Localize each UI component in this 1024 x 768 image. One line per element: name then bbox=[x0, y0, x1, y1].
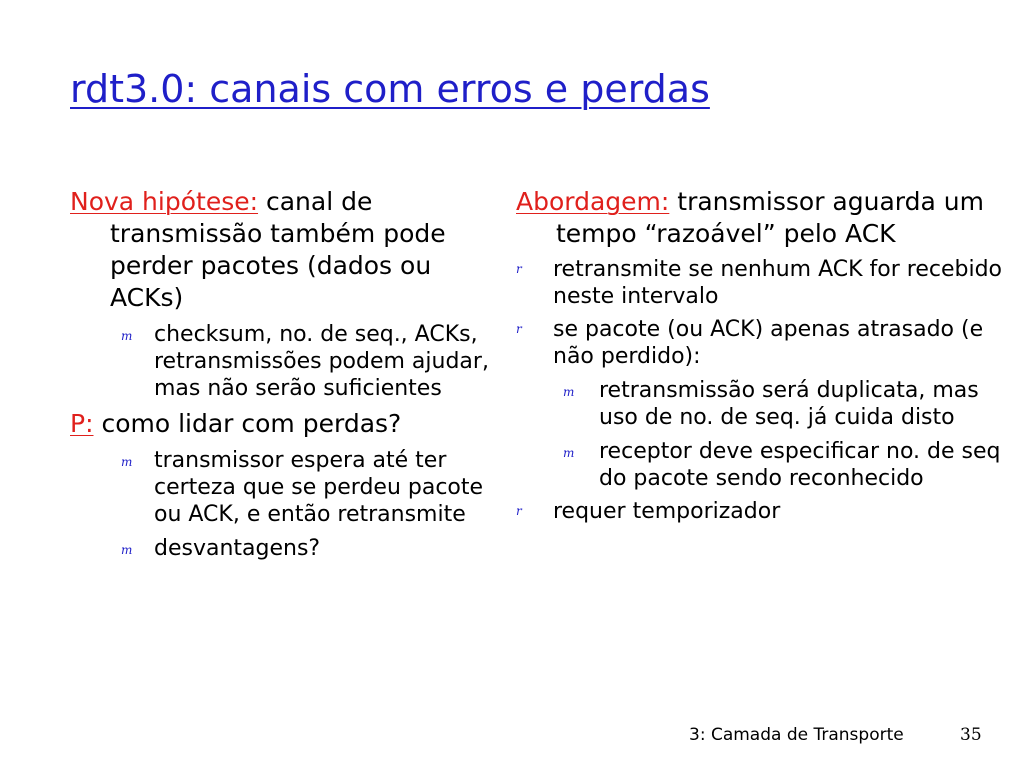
list-item-text: se pacote (ou ACK) apenas atrasado (e não perdido): bbox=[553, 317, 984, 369]
footer-text: 3: Camada de Transporte bbox=[689, 725, 904, 745]
list-item bbox=[563, 377, 1006, 431]
bullet-icon: r bbox=[516, 322, 522, 336]
bullet-icon: r bbox=[516, 262, 522, 276]
list-item-text: retransmissão será duplicata, mas uso de no. de seq. já cuida disto bbox=[599, 378, 979, 430]
bullet-icon: m bbox=[121, 455, 133, 469]
right-column bbox=[516, 186, 1006, 525]
list-item-text: receptor deve especificar no. de seq do pacote sendo reconhecido bbox=[599, 439, 1001, 491]
page-number: 35 bbox=[960, 725, 982, 745]
bullet-icon: r bbox=[516, 504, 522, 518]
list-item-text: transmissor espera até ter certeza que se perdeu pacote ou ACK, e então retransmite bbox=[154, 448, 484, 527]
list-item bbox=[516, 316, 1006, 370]
list-item bbox=[516, 498, 1006, 525]
bullet-icon: m bbox=[121, 329, 133, 343]
approach-text: transmissor aguarda um tempo “razoável” pelo ACK bbox=[556, 187, 984, 248]
list-item bbox=[121, 321, 510, 402]
list-item bbox=[121, 447, 510, 528]
bullet-icon: m bbox=[563, 446, 575, 460]
list-item-text: requer temporizador bbox=[553, 499, 781, 524]
approach-label: Abordagem: bbox=[516, 187, 670, 216]
list-item bbox=[563, 438, 1006, 492]
bullet-icon: m bbox=[563, 385, 575, 399]
list-item-text: retransmite se nenhum ACK for recebido neste intervalo bbox=[553, 257, 1002, 309]
slide-title: rdt3.0: canais com erros e perdas bbox=[70, 67, 710, 111]
question-text: como lidar com perdas? bbox=[101, 409, 402, 438]
list-item bbox=[516, 256, 1006, 310]
list-item bbox=[121, 535, 510, 562]
list-item-text: checksum, no. de seq., ACKs, retransmissões podem ajudar, mas não serão suficientes bbox=[154, 322, 489, 401]
assumption-text: canal de transmissão também pode perder pacotes (dados ou ACKs) bbox=[110, 187, 446, 312]
question-label: P: bbox=[70, 409, 94, 438]
list-item-text: desvantagens? bbox=[154, 536, 321, 561]
bullet-icon: m bbox=[121, 543, 133, 557]
approach-paragraph bbox=[516, 186, 1006, 250]
assumption-paragraph bbox=[70, 186, 510, 314]
assumption-label: Nova hipótese: bbox=[70, 187, 259, 216]
question-paragraph bbox=[70, 408, 510, 440]
left-column bbox=[70, 186, 510, 562]
